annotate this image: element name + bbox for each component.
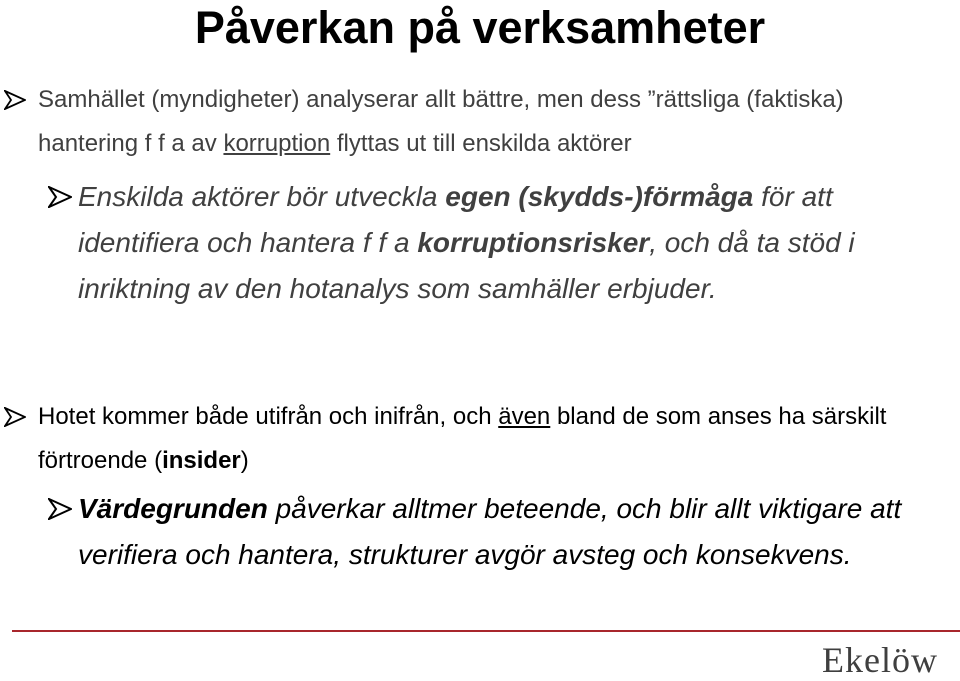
arrow-bullet-icon (48, 498, 78, 520)
bullet-1-text-part: Samhället (myndigheter) analyserar allt bättre, men dess ”rättsliga (faktiska) hantering f f a av (38, 86, 844, 157)
sub-bullet-2-text-part: påverkar alltmer beteende, och blir allt viktigare att verifiera och hantera, strukturer avgör avsteg och konsekvens. (78, 493, 902, 570)
emphasis-text: egen (skydds-)förmåga (445, 181, 754, 212)
korruption-term: korruption (223, 130, 331, 157)
bullet-2-text-part: ) (240, 447, 249, 474)
arrow-bullet-icon (4, 90, 38, 110)
sub-bullet-1-text-part: , och då ta stöd i inriktning av den hotanalys som samhäller erbjuder. (78, 227, 855, 304)
sub-bullet-1-text-part: Enskilda aktörer bör utveckla (78, 181, 446, 212)
underlined-term: även (498, 403, 551, 430)
emphasis-text: korruptionsrisker (417, 227, 650, 258)
bullet-2 (4, 395, 934, 483)
bullet-2-text-part: Hotet kommer både utifrån och inifrån, och (38, 403, 499, 430)
slide-title: Påverkan på verksamheter (194, 2, 766, 53)
bullet-1 (4, 78, 934, 166)
arrow-bullet-icon (48, 186, 78, 208)
sub-bullet-2-text (78, 486, 958, 578)
bullet-2-text (38, 395, 934, 483)
sub-bullet-1-text (78, 174, 958, 312)
logo: Ekelöw (822, 640, 938, 680)
bullet-1-text-part: flyttas ut till enskilda aktörer (330, 130, 632, 157)
bullet-1-text (38, 78, 934, 166)
footer-divider (12, 630, 960, 632)
sub-bullet-1 (48, 174, 958, 312)
sub-bullet-1-text-part: för att identifiera och hantera f f a (78, 181, 833, 258)
arrow-bullet-icon (4, 407, 38, 427)
emphasis-text: insider (162, 447, 241, 474)
emphasis-text: Värdegrunden (78, 493, 268, 524)
sub-bullet-2 (48, 486, 958, 578)
bullet-2-text-part: bland de som anses ha särskilt förtroende ( (38, 403, 887, 474)
